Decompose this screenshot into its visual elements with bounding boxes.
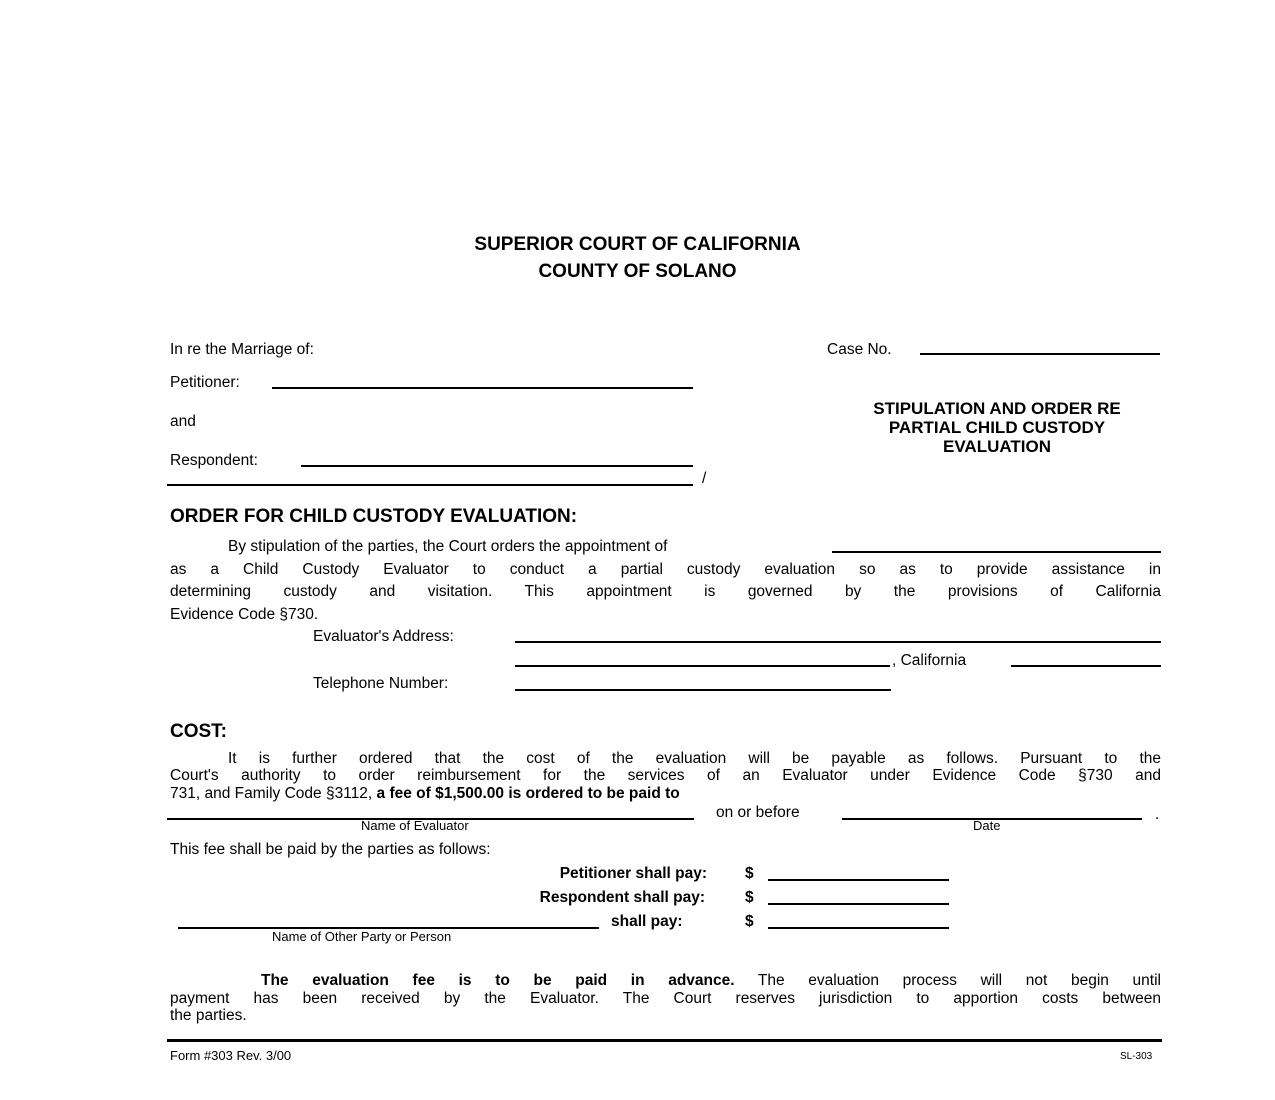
evaluator-zip-field[interactable] <box>1011 665 1161 667</box>
california-label: , California <box>892 652 967 669</box>
date-caption: Date <box>973 818 1001 833</box>
order-line-4: Evidence Code §730. <box>170 606 319 623</box>
footer-rule <box>167 1039 1162 1042</box>
county-title: COUNTY OF SOLANO <box>538 261 737 282</box>
evaluator-address-label: Evaluator's Address: <box>313 628 454 645</box>
petitioner-name-field[interactable] <box>272 387 693 389</box>
order-line-3: determining custody and visitation. This appointment is governed by the provisions of California <box>170 583 1161 600</box>
other-party-caption: Name of Other Party or Person <box>272 929 452 944</box>
fee-intro: This fee shall be paid by the parties as follows: <box>170 841 491 858</box>
court-title: SUPERIOR COURT OF CALIFORNIA <box>474 234 801 255</box>
order-line-2: as a Child Custody Evaluator to conduct a partial custody evaluation so as to provide assistance in <box>170 561 1161 578</box>
respondent-dollar-sign: $ <box>745 889 754 906</box>
cost-heading: COST: <box>170 721 227 742</box>
respondent-pay-label: Respondent shall pay: <box>539 889 705 906</box>
advance-line-1 <box>261 972 1161 990</box>
evaluator-city-field[interactable] <box>515 665 890 667</box>
cost-line-1: It is further ordered that the cost of the evaluation will be payable as follows. Pursuant to the <box>228 750 1161 767</box>
advance-bold-text: The evaluation fee is to be paid in advance. <box>261 972 735 989</box>
petitioner-amount-field[interactable] <box>768 879 949 881</box>
other-dollar-sign: $ <box>745 913 754 930</box>
title-line-2: PARTIAL CHILD CUSTODY <box>888 418 1106 437</box>
other-pay-label: shall pay: <box>611 913 683 930</box>
and-label: and <box>170 413 196 430</box>
fee-ordered-text: a fee of $1,500.00 is ordered to be paid to <box>376 785 680 802</box>
order-heading: ORDER FOR CHILD CUSTODY EVALUATION: <box>170 506 578 527</box>
order-line-1: By stipulation of the parties, the Court orders the appointment of <box>228 538 668 555</box>
caption-bottom-line <box>167 484 693 486</box>
period-mark: . <box>1155 806 1160 823</box>
other-amount-field[interactable] <box>768 927 949 929</box>
petitioner-dollar-sign: $ <box>745 865 754 882</box>
document-title <box>819 399 1175 456</box>
telephone-field[interactable] <box>515 689 891 691</box>
cost-line-3 <box>170 785 680 803</box>
evaluator-address-line-1[interactable] <box>515 641 1161 643</box>
respondent-label: Respondent: <box>170 452 258 469</box>
in-re-label: In re the Marriage of: <box>170 341 314 358</box>
petitioner-pay-label: Petitioner shall pay: <box>559 865 707 882</box>
respondent-name-field[interactable] <box>301 465 693 467</box>
evaluator-name-field[interactable] <box>832 551 1161 553</box>
on-or-before-label: on or before <box>716 804 800 821</box>
respondent-amount-field[interactable] <box>768 903 949 905</box>
petitioner-label: Petitioner: <box>170 374 240 391</box>
name-of-evaluator-caption: Name of Evaluator <box>361 818 469 833</box>
advance-line-2: payment has been received by the Evaluator. The Court reserves jurisdiction to apportion costs between <box>170 990 1161 1007</box>
case-no-field[interactable] <box>920 353 1160 355</box>
form-code: SL-303 <box>1120 1051 1153 1062</box>
telephone-label: Telephone Number: <box>313 675 449 692</box>
title-line-1: STIPULATION AND ORDER RE <box>873 399 1121 418</box>
cost-line-3-text: 731, and Family Code §3112, <box>170 785 377 802</box>
case-no-label: Case No. <box>827 341 892 358</box>
title-line-3: EVALUATION <box>943 437 1051 456</box>
advance-rest-text: The evaluation process will not begin until <box>734 972 1161 989</box>
cost-line-2: Court's authority to order reimbursement for the services of an Evaluator under Evidence Code §730 and <box>170 767 1161 784</box>
advance-line-3: the parties. <box>170 1007 247 1024</box>
form-number: Form #303 Rev. 3/00 <box>170 1048 292 1063</box>
caption-slash: / <box>702 470 707 487</box>
